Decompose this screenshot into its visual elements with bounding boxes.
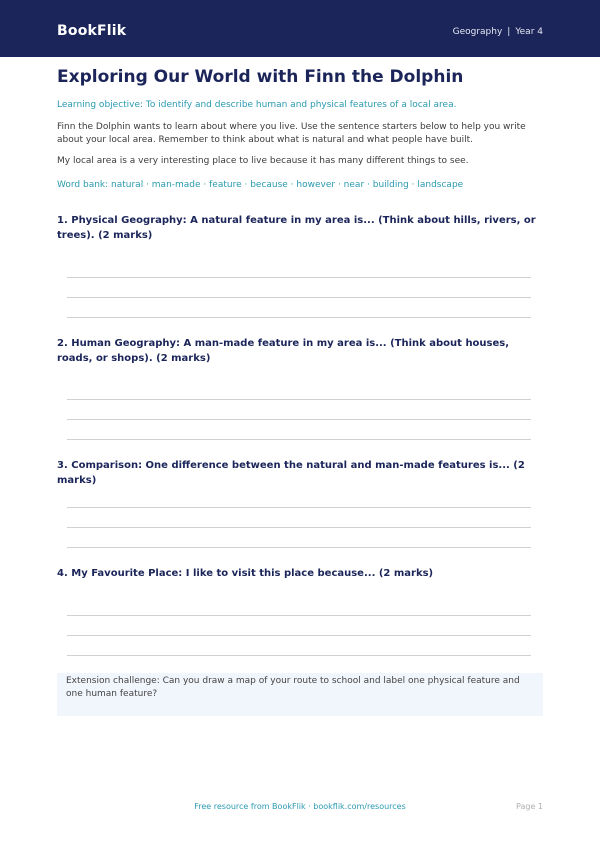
page-number: Page 1: [516, 802, 543, 811]
answer-line[interactable]: [67, 655, 531, 656]
answer-line[interactable]: [67, 419, 531, 420]
brand-logo: BookFlik: [57, 23, 127, 39]
answer-line[interactable]: [67, 507, 531, 508]
answer-line[interactable]: [67, 615, 531, 616]
question-text: 1. Physical Geography: A natural feature in my area is... (Think about hills, rivers, or trees). (2 marks): [57, 215, 536, 241]
year-label: Year 4: [515, 27, 543, 37]
question-text: 2. Human Geography: A man-made feature in my area is... (Think about houses, roads, or shops). (2 marks): [57, 338, 510, 364]
question-block: [57, 336, 543, 366]
question-block: [57, 213, 543, 243]
answer-line[interactable]: [67, 439, 531, 440]
answer-line[interactable]: [67, 399, 531, 400]
worksheet-intro: [57, 64, 543, 192]
question-block: [57, 458, 543, 488]
word-bank: Word bank: natural · man-made · feature · because · however · near · building · landscape: [57, 180, 464, 190]
answer-line[interactable]: [67, 547, 531, 548]
extension-challenge: Extension challenge: Can you draw a map of your route to school and label one physical feature and one human feature?: [57, 673, 543, 716]
meta-separator: |: [507, 27, 511, 37]
answer-line[interactable]: [67, 317, 531, 318]
subject-label: Geography: [452, 27, 503, 37]
subject-year-label: [453, 27, 543, 37]
question-text: 3. Comparison: One difference between the natural and man-made features is... (2 marks): [57, 460, 525, 486]
starter-sentence: My local area is a very interesting place to live because it has many different things to see.: [57, 156, 469, 166]
question-block: [57, 566, 543, 581]
worksheet-title: Exploring Our World with Finn the Dolphin: [57, 67, 464, 87]
question-text: 4. My Favourite Place: I like to visit this place because... (2 marks): [57, 568, 434, 579]
footer-resource-link[interactable]: Free resource from BookFlik · bookflik.com/resources: [194, 802, 406, 811]
intro-paragraph: Finn the Dolphin wants to learn about where you live. Use the sentence starters below to help you write about your local area. Remember to think about what is natural and what people have built.: [57, 122, 526, 145]
answer-line[interactable]: [67, 527, 531, 528]
page-header: [0, 0, 600, 57]
answer-line[interactable]: [67, 277, 531, 278]
answer-line[interactable]: [67, 297, 531, 298]
learning-objective: Learning objective: To identify and describe human and physical features of a local area.: [57, 100, 457, 110]
answer-line[interactable]: [67, 635, 531, 636]
